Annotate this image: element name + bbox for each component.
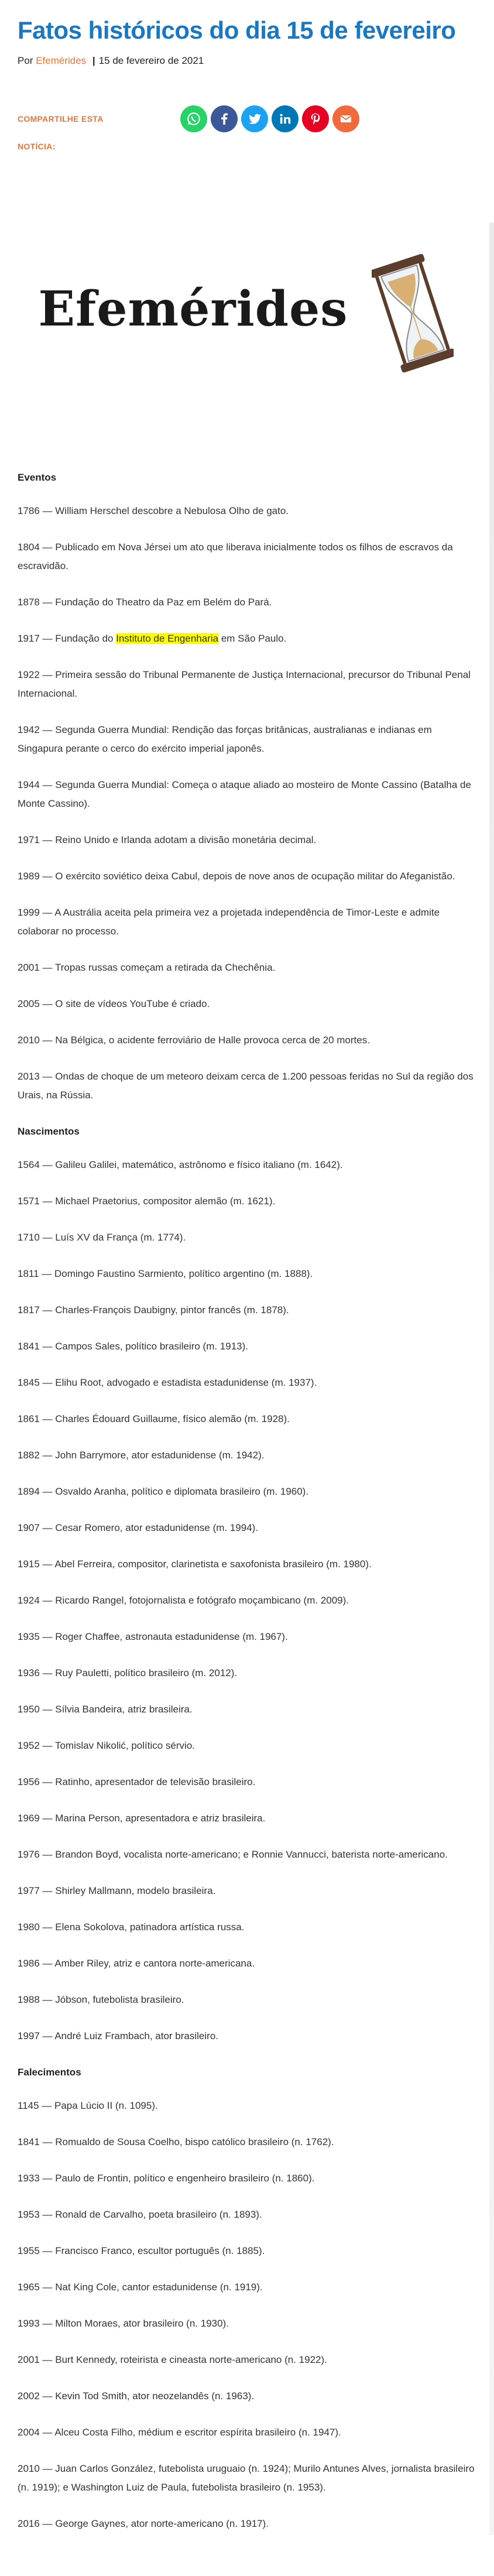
list-item: 1894 — Osvaldo Aranha, político e diplomata brasileiro (m. 1960). (18, 1486, 309, 1497)
list-item: 1971 — Reino Unido e Irlanda adotam a divisão monetária decimal. (18, 834, 317, 845)
list-item (18, 629, 480, 648)
list-item: 1841 — Campos Sales, político brasileiro (m. 1913). (18, 1341, 249, 1352)
list-item: 2001 — Burt Kennedy, roteirista e cineasta norte-americano (n. 1922). (18, 2354, 327, 2365)
list-item: 1999 — A Austrália aceita pela primeira vez a projetada independência de Timor-Leste e admite colaborar no processo. (18, 907, 440, 937)
pinterest-share-button[interactable] (302, 105, 329, 132)
share-buttons (180, 105, 359, 132)
list-item: 1997 — André Luiz Frambach, ator brasileiro. (18, 2030, 219, 2041)
pinterest-icon (309, 112, 322, 125)
whatsapp-icon (186, 111, 201, 126)
list-item: 1980 — Elena Sokolova, patinadora artística russa. (18, 1921, 245, 1933)
author-link[interactable]: Efemérides (36, 55, 87, 66)
publish-date: 15 de fevereiro de 2021 (98, 55, 204, 66)
list-item: 2001 — Tropas russas começam a retirada da Chechênia. (18, 962, 276, 973)
deaths-list (18, 2097, 480, 2533)
list-item: 1988 — Jóbson, futebolista brasileiro. (18, 1994, 184, 2005)
list-item: 2002 — Kevin Tod Smith, ator neozelandês (n. 1963). (18, 2390, 255, 2402)
list-item: 1710 — Luís XV da França (m. 1774). (18, 1232, 186, 1243)
share-label: COMPARTILHE ESTA (18, 114, 104, 124)
email-icon (339, 112, 353, 126)
list-item: 2010 — Juan Carlos González, futebolista uruguaio (n. 1924); Murilo Antunes Alves, jornalista brasileiro (n. 1919); e Washington Luiz de Paula, futebolista brasileiro (n. 1953). (18, 2463, 475, 2493)
section-heading-eventos: Eventos (18, 472, 57, 483)
list-item: 1145 — Papa Lúcio II (n. 1095). (18, 2100, 158, 2111)
list-item: 1989 — O exército soviético deixa Cabul, depois de nove anos de ocupação militar do Afeganistão. (18, 871, 455, 882)
twitter-share-button[interactable] (241, 105, 268, 132)
list-item: 1933 — Paulo de Frontin, político e engenheiro brasileiro (n. 1860). (18, 2173, 315, 2184)
list-item: 1817 — Charles-François Daubigny, pintor francês (m. 1878). (18, 1304, 289, 1316)
list-item: 1965 — Nat King Cole, cantor estadunidense (n. 1919). (18, 2282, 263, 2293)
entry-text: 1917 — Fundação do (18, 633, 116, 644)
list-item: 1944 — Segunda Guerra Mundial: Começa o ataque aliado ao mosteiro de Monte Cassino (Batalha de Monte Cassino). (18, 779, 471, 809)
hourglass-icon (372, 249, 454, 378)
section-heading-falecimentos: Falecimentos (18, 2067, 81, 2078)
side-scroll-strip (489, 222, 494, 2535)
news-label: NOTÍCIA: (18, 142, 56, 151)
section-heading-nascimentos: Nascimentos (18, 1126, 80, 1137)
list-item: 2016 — George Gaynes, ator norte-americano (n. 1917). (18, 2518, 269, 2529)
list-item: 1811 — Domingo Faustino Sarmiento, político argentino (m. 1888). (18, 1268, 313, 1279)
list-item: 1942 — Segunda Guerra Mundial: Rendição das forças britânicas, australianas e indianas em Singapura perante o cerco do exército imperial japonês. (18, 724, 432, 754)
facebook-icon (217, 112, 231, 126)
list-item: 1841 — Romualdo de Sousa Coelho, bispo católico brasileiro (n. 1762). (18, 2136, 334, 2147)
article-body (18, 468, 480, 2551)
list-item: 2005 — O site de vídeos YouTube é criado. (18, 998, 210, 1009)
list-item: 2013 — Ondas de choque de um meteoro deixam cerca de 1.200 pessoas feridas no Sul da região dos Urais, na Rússia. (18, 1071, 474, 1101)
facebook-share-button[interactable] (211, 105, 238, 132)
list-item: 1564 — Galileu Galilei, matemático, astrônomo e físico italiano (m. 1642). (18, 1159, 343, 1170)
list-item: 1952 — Tomislav Nikolić, político sérvio. (18, 1740, 195, 1751)
list-item: 1861 — Charles Édouard Guillaume, físico alemão (m. 1928). (18, 1413, 290, 1424)
whatsapp-share-button[interactable] (180, 105, 207, 132)
list-item: 2010 — Na Bélgica, o acidente ferroviário de Halle provoca cerca de 20 mortes. (18, 1034, 370, 1046)
email-share-button[interactable] (332, 105, 359, 132)
list-item: 1969 — Marina Person, apresentadora e atriz brasileira. (18, 1813, 266, 1824)
page-title: Fatos históricos do dia 15 de fevereiro (18, 16, 456, 44)
list-item: 1986 — Amber Riley, atriz e cantora norte-americana. (18, 1958, 255, 1969)
byline-separator: | (92, 55, 95, 66)
linkedin-icon (279, 112, 291, 125)
list-item: 1786 — William Herschel descobre a Nebulosa Olho de gato. (18, 505, 289, 516)
list-item: 1935 — Roger Chaffee, astronauta estadunidense (m. 1967). (18, 1631, 288, 1642)
list-item: 1845 — Elihu Root, advogado e estadista estadunidense (m. 1937). (18, 1377, 317, 1388)
hero-logo-text: Efemérides (38, 281, 348, 337)
highlighted-link[interactable]: Instituto de Engenharia (116, 633, 219, 644)
list-item: 1882 — John Barrymore, ator estadunidense (m. 1942). (18, 1450, 265, 1461)
list-item: 1878 — Fundação do Theatro da Paz em Belém do Pará. (18, 597, 272, 608)
list-item: 1915 — Abel Ferreira, compositor, clarinetista e saxofonista brasileiro (m. 1980). (18, 1558, 372, 1570)
list-item: 1924 — Ricardo Rangel, fotojornalista e fotógrafo moçambicano (m. 2009). (18, 1595, 349, 1606)
list-item: 1571 — Michael Praetorius, compositor alemão (m. 1621). (18, 1195, 276, 1207)
list-item: 1955 — Francisco Franco, escultor português (n. 1885). (18, 2245, 265, 2256)
list-item: 1936 — Ruy Pauletti, político brasileiro (m. 2012). (18, 1667, 238, 1678)
list-item: 2004 — Alceu Costa Filho, médium e escritor espírita brasileiro (n. 1947). (18, 2427, 341, 2438)
list-item: 1950 — Sílvia Bandeira, atriz brasileira. (18, 1704, 193, 1715)
list-item: 1907 — Cesar Romero, ator estadunidense (m. 1994). (18, 1522, 259, 1533)
entry-text: em São Paulo. (218, 633, 287, 644)
share-bar (18, 105, 462, 135)
list-item: 1976 — Brandon Boyd, vocalista norte-americano; e Ronnie Vannucci, baterista norte-americano. (18, 1849, 448, 1860)
list-item: 1953 — Ronald de Carvalho, poeta brasileiro (n. 1893). (18, 2209, 262, 2220)
list-item: 1993 — Milton Moraes, ator brasileiro (n. 1930). (18, 2318, 229, 2329)
list-item: 1956 — Ratinho, apresentador de televisão brasileiro. (18, 1776, 256, 1787)
list-item: 1922 — Primeira sessão do Tribunal Permanente de Justiça Internacional, precursor do Tribunal Penal Internacional. (18, 669, 471, 699)
byline-prefix: Por (18, 55, 33, 66)
list-item: 1804 — Publicado em Nova Jérsei um ato que liberava inicialmente todos os filhos de escravos da escravidão. (18, 542, 453, 571)
list-item: 1977 — Shirley Mallmann, modelo brasileira. (18, 1885, 216, 1896)
byline (18, 55, 204, 67)
twitter-icon (248, 112, 262, 126)
linkedin-share-button[interactable] (272, 105, 299, 132)
births-list (18, 1156, 480, 2046)
featured-image (18, 176, 468, 457)
events-list (18, 502, 480, 1105)
